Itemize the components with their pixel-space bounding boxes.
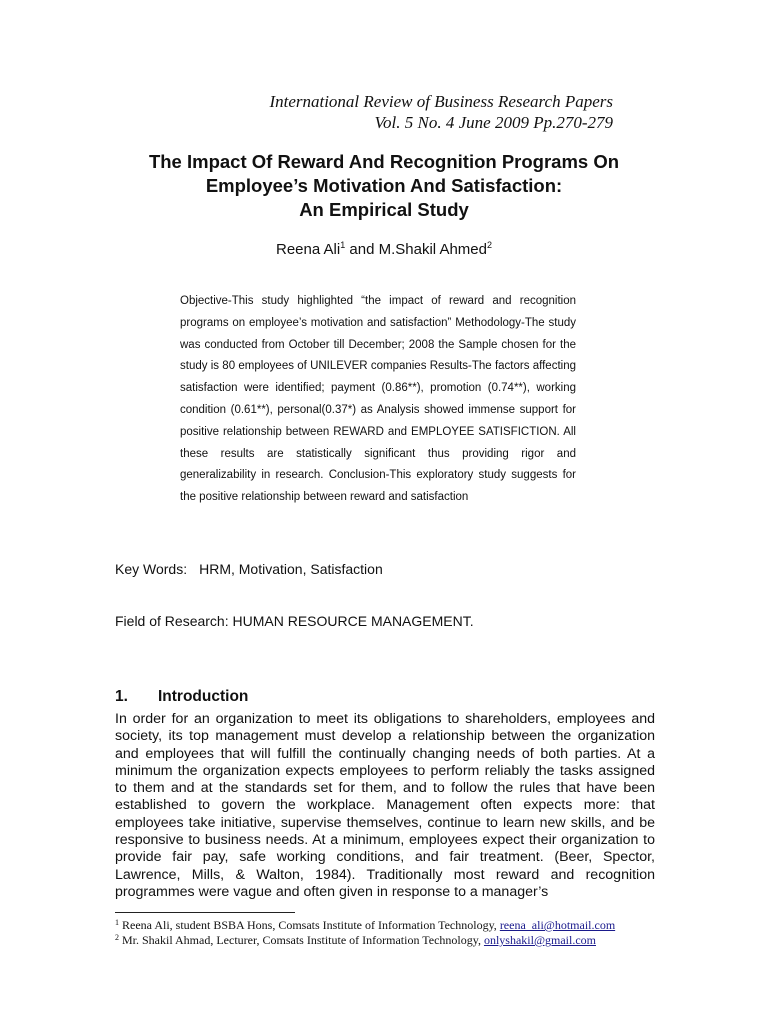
author-1: Reena Ali [275,241,341,258]
footnote-mark: 2 [115,933,119,942]
section-heading [115,687,248,707]
title-line-2: Employee’s Motivation And Satisfaction: [205,175,563,196]
title-line-1: The Impact Of Reward And Recognition Programs On [148,151,620,172]
author-2-email-link[interactable]: onlyshakil@gmail.com [483,933,596,947]
journal-name: International Review of Business Research Papers [269,92,613,111]
footnotes [115,918,675,948]
section-title: Introduction [158,687,249,705]
field-of-research: Field of Research: HUMAN RESOURCE MANAGEMENT. [115,613,474,629]
author-1-email-link[interactable]: reena_ali@hotmail.com [499,918,616,932]
journal-volume: Vol. 5 No. 4 June 2009 Pp.270-279 [374,113,613,132]
keywords-value: HRM, Motivation, Satisfaction [199,561,383,577]
footnote-1 [115,918,675,933]
author-2: M.Shakil Ahmed [378,241,487,258]
author-1-footnote-mark: 1 [340,240,346,250]
footnote-mark: 1 [115,918,119,927]
paper-title [0,150,768,222]
section-number: 1. [115,687,128,705]
keywords-label: Key Words: [115,561,188,577]
abstract: Objective-This study highlighted “the impact of reward and recognition programs on employee’s motivation and satisfaction” Methodology-The study was conducted from October till December; 2008 the Sample chosen for the study is 80 employees of UNILEVER companies Results-The factors affecting satisfaction were identified; payment (0.86**), promotion (0.74**), working condition (0.61**), personal(0.37*) as Analysis showed immense support for positive relationship between REWARD and EMPLOYEE SATISFICTION. All these results are statistically significant thus providing rigor and generalizability in research. Conclusion-This exploratory study suggests for the positive relationship between reward and satisfaction [180,295,576,504]
title-line-3: An Empirical Study [299,199,469,220]
author-conjunction: and [345,241,379,258]
footnote-divider [115,912,295,913]
keywords [115,560,383,578]
footnote-text: Reena Ali, student BSBA Hons, Comsats Institute of Information Technology, [119,918,500,932]
footnote-text: Mr. Shakil Ahmad, Lecturer, Comsats Institute of Information Technology, [119,933,484,947]
footnote-2 [115,933,675,948]
author-2-footnote-mark: 2 [486,240,492,250]
author-line [0,240,768,260]
introduction-paragraph: In order for an organization to meet its obligations to shareholders, employees and society, its top management must develop a relationship between the organization and employees that will fulfill the continually changing needs of both parties. At a minimum the organization expects employees to perform reliably the tasks assigned to them and at the standards set for them, and to follow the rules that have been established to govern the workplace. Management often expects more: that employees take initiative, supervise themselves, continue to learn new skills, and be responsive to business needs. At a minimum, employees expect their organization to provide fair pay, safe working conditions, and fair treatment. (Beer, Spector, Lawrence, Mills, & Walton, 1984). Traditionally most reward and recognition programmes were vague and often given in response to a manager’s [115,711,655,900]
